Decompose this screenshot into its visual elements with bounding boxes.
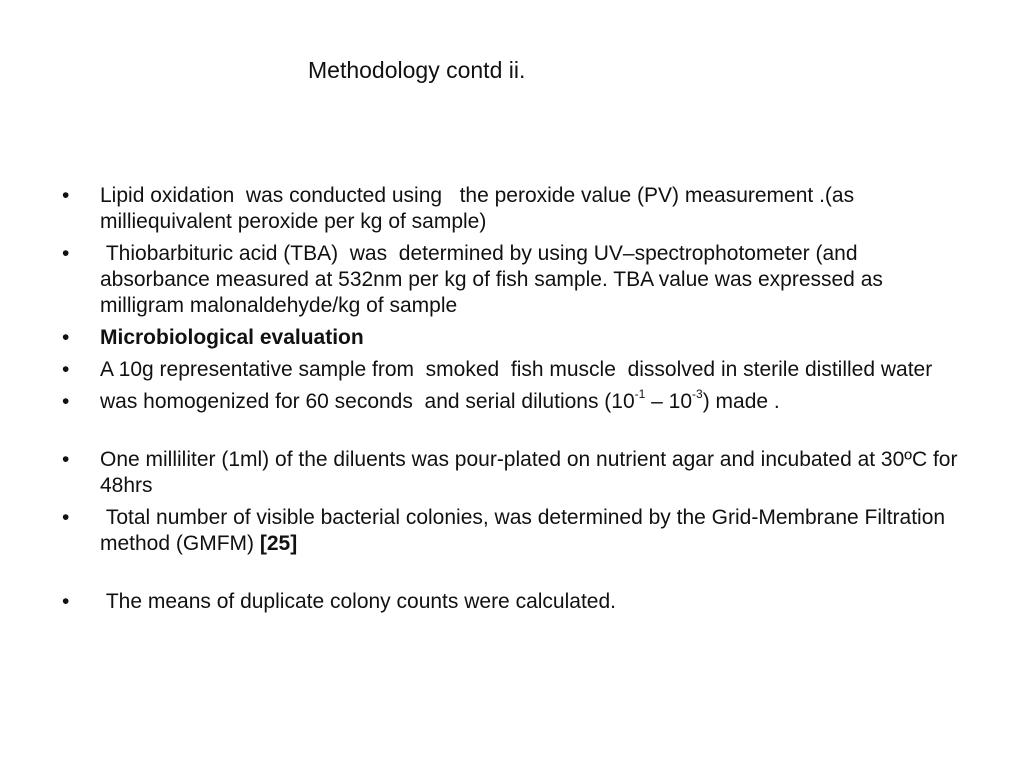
bullet-text <box>100 506 951 555</box>
bullet-item-homogenized <box>0 389 1024 415</box>
bullet-heading: Microbiological evaluation <box>100 326 364 349</box>
dilution-exponent-1: -1 <box>634 387 646 401</box>
reference-citation: [25] <box>259 532 298 555</box>
bullet-list <box>0 183 1024 621</box>
bullet-item-pour-plated <box>0 447 1024 499</box>
bullet-icon: • <box>62 242 70 265</box>
bullet-icon: • <box>62 184 70 207</box>
bullet-item-lipid-oxidation <box>0 183 1024 235</box>
bullet-text <box>100 387 780 413</box>
bullet-item-microbiological-evaluation <box>0 325 1024 351</box>
dilution-exponent-2: -3 <box>692 387 703 401</box>
bullet-item-means <box>0 589 1024 615</box>
dilution-text-start: was homogenized for 60 seconds and serial dilutions (10 <box>100 390 635 413</box>
dilution-text-mid: – 10 <box>645 390 693 413</box>
bullet-item-sample <box>0 357 1024 383</box>
bullet-item-tba <box>0 241 1024 319</box>
bullet-icon: • <box>62 390 70 413</box>
dilution-text-end: ) made . <box>702 390 780 413</box>
bullet-icon: • <box>62 326 70 349</box>
bullet-text: The means of duplicate colony counts were calculated. <box>100 590 616 613</box>
bullet-text: One milliliter (1ml) of the diluents was pour-plated on nutrient agar and incubated at 30ºC for 48hrs <box>100 448 964 497</box>
bullet-text: Thiobarbituric acid (TBA) was determined by using UV–spectrophotometer (and absorbance measured at 532nm per kg of fish sample. TBA value was expressed as milligram malonaldehyde/kg of sample <box>100 242 889 317</box>
gmfm-text: Total number of visible bacterial colonies, was determined by the Grid-Membrane Filtration method (GMFM) <box>100 506 951 555</box>
bullet-icon: • <box>62 358 70 381</box>
bullet-text: A 10g representative sample from smoked fish muscle dissolved in sterile distilled water <box>100 358 933 381</box>
bullet-icon: • <box>62 448 70 471</box>
bullet-item-colony-count-method <box>0 505 1024 557</box>
bullet-text: Lipid oxidation was conducted using the peroxide value (PV) measurement .(as milliequivalent peroxide per kg of sample) <box>100 184 860 233</box>
bullet-icon: • <box>62 506 70 529</box>
bullet-icon: • <box>62 590 70 613</box>
slide-title: Methodology contd ii. <box>308 57 526 83</box>
